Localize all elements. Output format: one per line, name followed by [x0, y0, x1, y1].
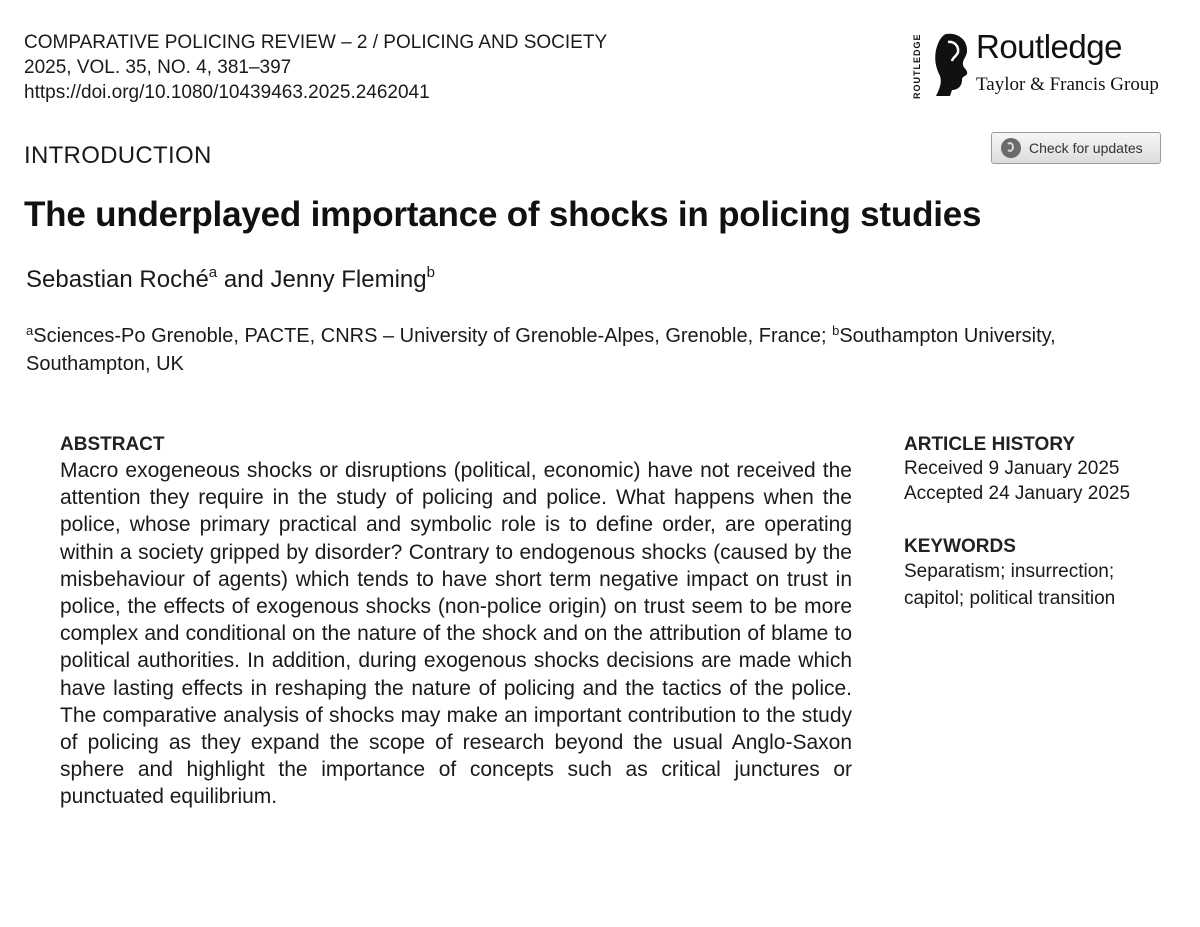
affiliations	[26, 322, 1166, 378]
author-list	[26, 266, 435, 294]
journal-volume: 2025, VOL. 35, NO. 4, 381–397	[24, 57, 292, 78]
logo-vertical-text: ROUTLEDGE	[912, 33, 922, 99]
author-name[interactable]: Sebastian Roché	[26, 266, 209, 293]
publisher-logo[interactable]	[912, 30, 1172, 102]
keywords-heading: KEYWORDS	[904, 536, 1016, 557]
article-history	[904, 434, 1130, 506]
author-name[interactable]: Jenny Fleming	[270, 266, 427, 293]
received-date: Received 9 January 2025	[904, 458, 1120, 479]
author-affil-mark: a	[208, 264, 218, 281]
affil-text: Sciences-Po Grenoble, PACTE, CNRS – University of Grenoble-Alpes, Grenoble, France;	[33, 325, 833, 347]
affil-mark: a	[26, 323, 34, 338]
publisher-name: Routledge	[976, 28, 1122, 65]
keywords-line: Separatism; insurrection;	[904, 561, 1115, 582]
check-for-updates-button[interactable]	[991, 132, 1161, 164]
abstract-heading: ABSTRACT	[60, 434, 165, 455]
refresh-icon	[1001, 138, 1021, 158]
accepted-date: Accepted 24 January 2025	[904, 483, 1131, 504]
affil-text: Southampton University, Southampton, UK	[26, 325, 1056, 375]
journal-header	[24, 30, 607, 105]
section-label: INTRODUCTION	[24, 142, 212, 169]
author-affil-mark: b	[426, 264, 435, 281]
article-history-heading: ARTICLE HISTORY	[904, 434, 1076, 455]
journal-series: COMPARATIVE POLICING REVIEW – 2 / POLICING AND SOCIETY	[24, 32, 608, 53]
keywords-line: capitol; political transition	[904, 588, 1116, 609]
abstract-text: Macro exogeneous shocks or disruptions (political, economic) have not received the attention they require in the study of policing and police. What happens when the police, whose primary practical and symbolic role is to define order, are operating within a society gripped by disorder? Contrary to endogenous shocks (caused by the misbehaviour of agents) which tends to have short term negative impact on trust in police, the effects of exogenous shocks (non-police origin) on trust seem to be more complex and conditional on the nature of the shock and on the attribution of blame to political authorities. In addition, during exogenous shocks decisions are made which have lasting effects in reshaping the nature of policing and the tactics of the police. The comparative analysis of shocks may make an important contribution to the study of policing as they expand the scope of research beyond the usual Anglo-Saxon sphere and highlight the importance of concepts such as critical junctures or punctuated equilibrium.	[60, 459, 852, 809]
publisher-group: Taylor & Francis Group	[976, 74, 1159, 95]
routledge-head-icon	[932, 32, 972, 98]
keywords	[904, 536, 1164, 612]
author-conjunction: and	[223, 266, 264, 293]
article-title: The underplayed importance of shocks in policing studies	[24, 195, 982, 234]
check-for-updates-label: Check for updates	[1029, 140, 1143, 156]
affil-mark: b	[832, 323, 840, 338]
doi-link[interactable]: https://doi.org/10.1080/10439463.2025.2462041	[24, 82, 430, 103]
